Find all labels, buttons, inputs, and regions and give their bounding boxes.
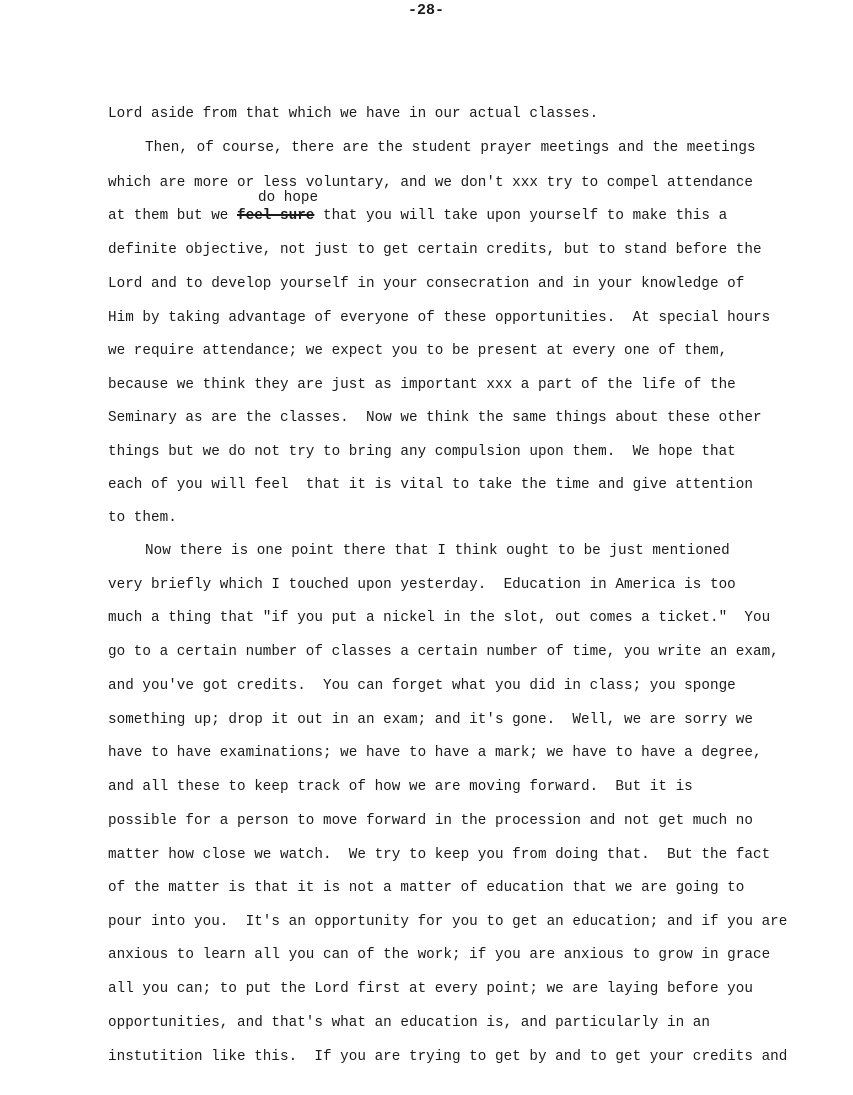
- text-line: we require attendance; we expect you to be present at every one of them,: [108, 343, 728, 359]
- text-line: because we think they are just as important xxx a part of the life of the: [108, 377, 736, 393]
- text-segment: at them but we: [108, 208, 237, 224]
- text-line: Him by taking advantage of everyone of these opportunities. At special hours: [108, 310, 771, 326]
- text-line: definite objective, not just to get certain credits, but to stand before the: [108, 242, 762, 258]
- text-line: Lord and to develop yourself in your consecration and in your knowledge of: [108, 276, 745, 292]
- struck-text: feel sure: [237, 208, 315, 224]
- text-line: opportunities, and that's what an education is, and particularly in an: [108, 1015, 710, 1031]
- text-line: possible for a person to move forward in the procession and not get much no: [108, 813, 753, 829]
- text-line: very briefly which I touched upon yesterday. Education in America is too: [108, 577, 736, 593]
- paragraph-start: Now there is one point there that I think ought to be just mentioned: [145, 543, 730, 559]
- text-line: to them.: [108, 510, 177, 526]
- text-line: go to a certain number of classes a certain number of time, you write an exam,: [108, 644, 779, 660]
- page-number: -28-: [408, 2, 445, 19]
- text-line: instutition like this. If you are trying to get by and to get your credits and: [108, 1049, 788, 1065]
- text-line: of the matter is that it is not a matter of education that we are going to: [108, 880, 745, 896]
- text-line: all you can; to put the Lord first at every point; we are laying before you: [108, 981, 753, 997]
- text-line: pour into you. It's an opportunity for you to get an education; and if you are: [108, 914, 788, 930]
- text-line: [108, 207, 727, 225]
- text-line: Seminary as are the classes. Now we think the same things about these other: [108, 410, 762, 426]
- text-line: have to have examinations; we have to have a mark; we have to have a degree,: [108, 745, 762, 761]
- text-line: things but we do not try to bring any compulsion upon them. We hope that: [108, 444, 736, 460]
- text-line: which are more or less voluntary, and we don't xxx try to compel attendance: [108, 175, 753, 191]
- text-line: much a thing that "if you put a nickel in the slot, out comes a ticket." You: [108, 610, 771, 626]
- text-line: and all these to keep track of how we are moving forward. But it is: [108, 779, 693, 795]
- text-line: anxious to learn all you can of the work; if you are anxious to grow in grace: [108, 947, 771, 963]
- paragraph-start: Then, of course, there are the student prayer meetings and the meetings: [145, 140, 756, 156]
- text-line: matter how close we watch. We try to keep you from doing that. But the fact: [108, 847, 771, 863]
- text-line: something up; drop it out in an exam; and it's gone. Well, we are sorry we: [108, 712, 753, 728]
- handwritten-insertion: do hope: [258, 190, 319, 206]
- text-line: and you've got credits. You can forget what you did in class; you sponge: [108, 678, 736, 694]
- text-line: Lord aside from that which we have in our actual classes.: [108, 106, 599, 122]
- text-segment: that you will take upon yourself to make this a: [314, 208, 728, 224]
- text-line: each of you will feel that it is vital to take the time and give attention: [108, 477, 753, 493]
